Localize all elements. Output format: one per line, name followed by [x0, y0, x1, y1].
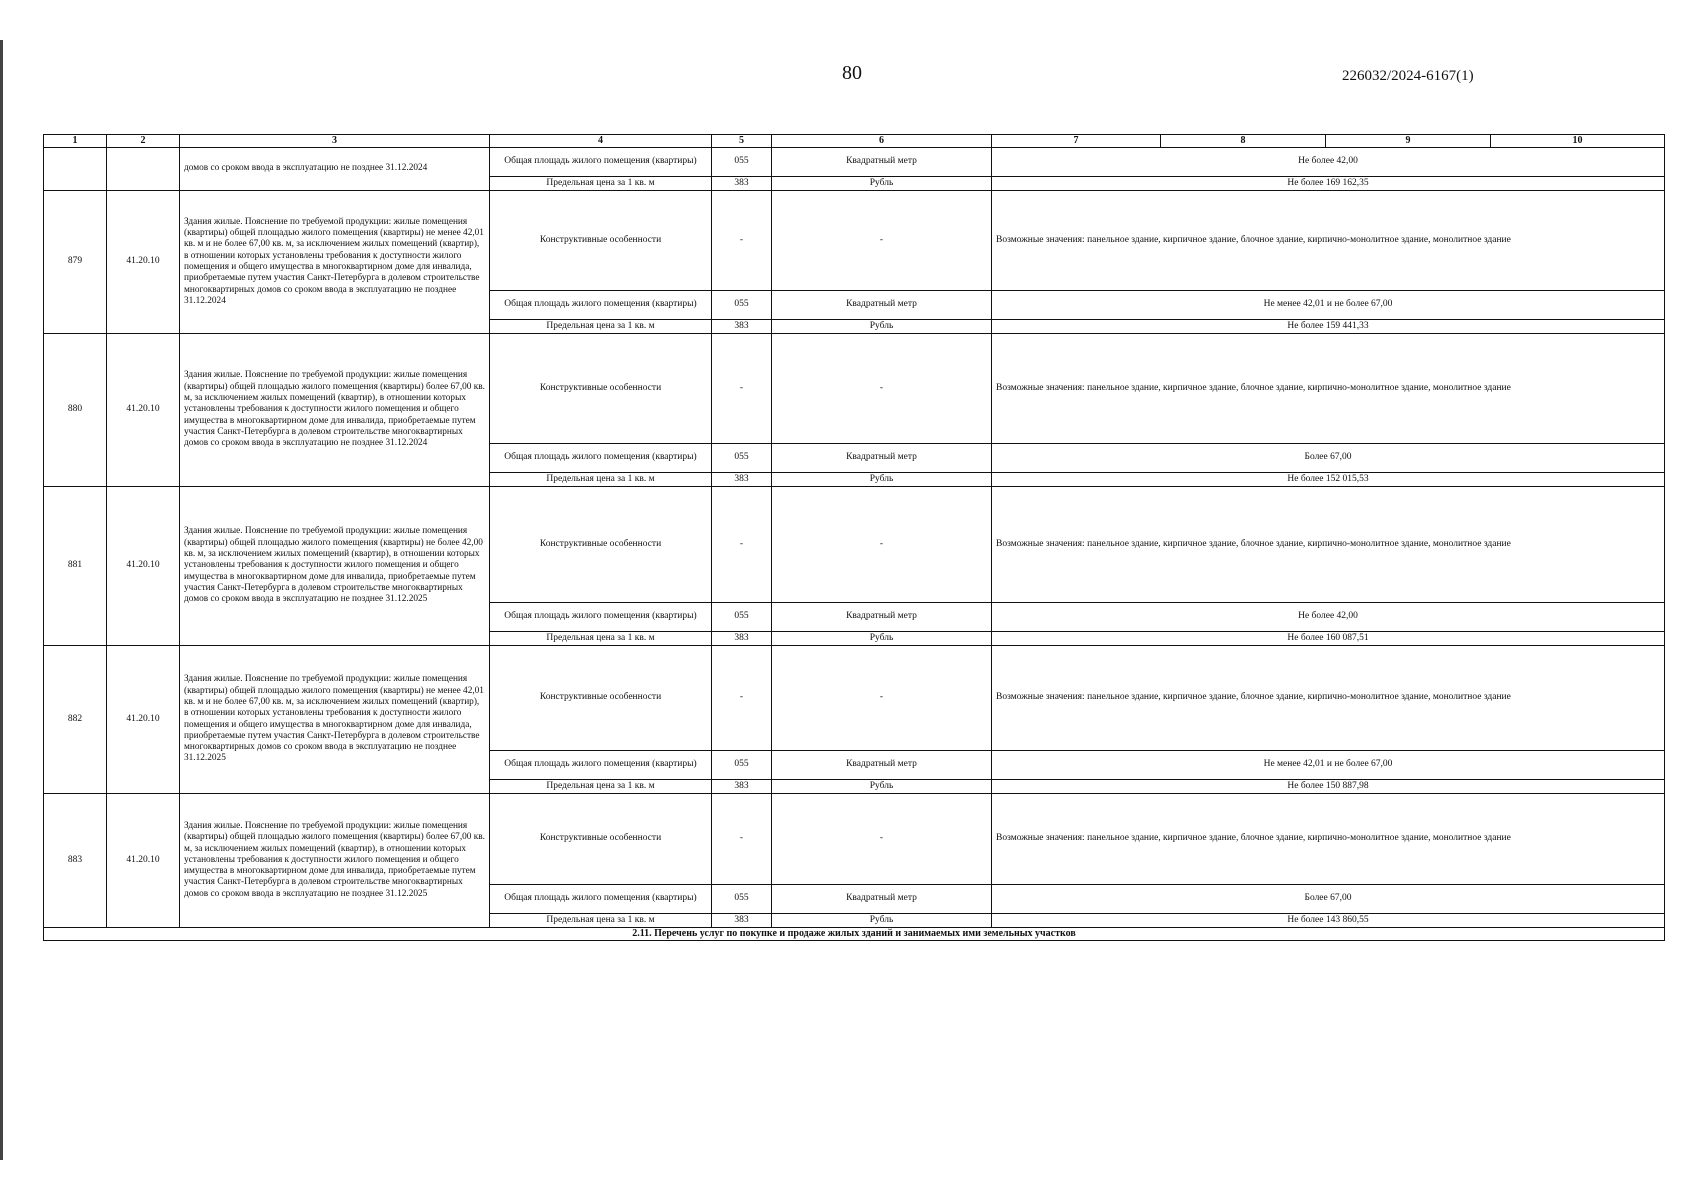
entry-row-constructive: [44, 487, 1665, 603]
entry-number: 880: [44, 334, 107, 487]
characteristic-name: Конструктивные особенности: [490, 191, 712, 291]
col-number-4: 4: [490, 135, 712, 148]
unit-code: -: [712, 334, 772, 444]
entry-row-constructive: [44, 646, 1665, 751]
characteristic-value: Не более 143 860,55: [992, 914, 1665, 928]
characteristic-value: Возможные значения: панельное здание, кирпичное здание, блочное здание, кирпично-монолитное здание, монолитное здание: [992, 334, 1665, 444]
characteristic-name: Общая площадь жилого помещения (квартиры): [490, 148, 712, 177]
characteristic-name: Конструктивные особенности: [490, 794, 712, 885]
unit-code: 055: [712, 148, 772, 177]
characteristic-value: Не более 169 162,35: [992, 177, 1665, 191]
entry-row-constructive: [44, 794, 1665, 885]
unit-code: 383: [712, 780, 772, 794]
column-number-row: [44, 135, 1665, 148]
col-number-10: 10: [1491, 135, 1665, 148]
unit-code: -: [712, 191, 772, 291]
unit-code: 383: [712, 320, 772, 334]
col-number-3: 3: [180, 135, 490, 148]
characteristic-name: Конструктивные особенности: [490, 646, 712, 751]
col-number-8: 8: [1161, 135, 1326, 148]
entry-description: Здания жилые. Пояснение по требуемой продукции: жилые помещения (квартиры) общей площадью жилого помещения (квартиры) не менее 42,01 кв. м и не более 67,00 кв. м, за исключением жилых помещений (квартир), в отношении которых установлены требования к доступности жилого помещения и общего имущества в многоквартирном доме для инвалида, приобретаемые путем участия Санкт-Петербурга в долевом строительстве многоквартирных домов со сроком ввода в эксплуатацию не позднее 31.12.2024: [180, 191, 490, 334]
unit-code: 055: [712, 291, 772, 320]
section-heading-row: [44, 928, 1665, 941]
characteristic-value: Более 67,00: [992, 885, 1665, 914]
characteristic-name: Общая площадь жилого помещения (квартиры): [490, 885, 712, 914]
characteristic-name: Конструктивные особенности: [490, 487, 712, 603]
characteristic-value: Не более 152 015,53: [992, 473, 1665, 487]
characteristic-value: Возможные значения: панельное здание, кирпичное здание, блочное здание, кирпично-монолитное здание, монолитное здание: [992, 191, 1665, 291]
unit-code: 055: [712, 444, 772, 473]
entry-row-constructive: [44, 334, 1665, 444]
characteristic-name: Предельная цена за 1 кв. м: [490, 473, 712, 487]
unit-name: Рубль: [772, 177, 992, 191]
characteristic-name: Конструктивные особенности: [490, 334, 712, 444]
characteristic-name: Общая площадь жилого помещения (квартиры): [490, 291, 712, 320]
unit-name: Квадратный метр: [772, 603, 992, 632]
entry-description: Здания жилые. Пояснение по требуемой продукции: жилые помещения (квартиры) общей площадью жилого помещения (квартиры) не более 42,00 кв. м, за исключением жилых помещений (квартир), в отношении которых установлены требования к доступности жилого помещения и общего имущества в многоквартирном доме для инвалида, приобретаемые путем участия Санкт-Петербурга в долевом строительстве многоквартирных домов со сроком ввода в эксплуатацию не позднее 31.12.2025: [180, 487, 490, 646]
characteristic-value: Не менее 42,01 и не более 67,00: [992, 751, 1665, 780]
continuation-description: домов со сроком ввода в эксплуатацию не позднее 31.12.2024: [180, 148, 490, 191]
unit-code: -: [712, 646, 772, 751]
characteristic-name: Предельная цена за 1 кв. м: [490, 320, 712, 334]
unit-name: Квадратный метр: [772, 148, 992, 177]
characteristic-value: Возможные значения: панельное здание, кирпичное здание, блочное здание, кирпично-монолитное здание, монолитное здание: [992, 487, 1665, 603]
col-number-6: 6: [772, 135, 992, 148]
entry-description: Здания жилые. Пояснение по требуемой продукции: жилые помещения (квартиры) общей площадью жилого помещения (квартиры) более 67,00 кв. м, за исключением жилых помещений (квартир), в отношении которых установлены требования к доступности жилого помещения и общего имущества в многоквартирном доме для инвалида, приобретаемые путем участия Санкт-Петербурга в долевом строительстве многоквартирных домов со сроком ввода в эксплуатацию не позднее 31.12.2024: [180, 334, 490, 487]
unit-name: -: [772, 794, 992, 885]
unit-code: 055: [712, 751, 772, 780]
unit-code: 383: [712, 177, 772, 191]
requirements-table: [43, 134, 1665, 941]
unit-name: Рубль: [772, 914, 992, 928]
characteristic-value: Не менее 42,01 и не более 67,00: [992, 291, 1665, 320]
characteristic-name: Общая площадь жилого помещения (квартиры): [490, 444, 712, 473]
characteristic-value: Не более 159 441,33: [992, 320, 1665, 334]
okpd-code: 41.20.10: [107, 334, 180, 487]
okpd-code: 41.20.10: [107, 487, 180, 646]
unit-name: Рубль: [772, 473, 992, 487]
entry-row-constructive: [44, 191, 1665, 291]
unit-code: 383: [712, 632, 772, 646]
characteristic-value: Более 67,00: [992, 444, 1665, 473]
characteristic-value: Не более 150 887,98: [992, 780, 1665, 794]
entry-description: Здания жилые. Пояснение по требуемой продукции: жилые помещения (квартиры) общей площадью жилого помещения (квартиры) не менее 42,01 кв. м и не более 67,00 кв. м, за исключением жилых помещений (квартир), в отношении которых установлены требования к доступности жилого помещения и общего имущества в многоквартирном доме для инвалида, приобретаемые путем участия Санкт-Петербурга в долевом строительстве многоквартирных домов со сроком ввода в эксплуатацию не позднее 31.12.2025: [180, 646, 490, 794]
okpd-code: 41.20.10: [107, 646, 180, 794]
characteristic-name: Общая площадь жилого помещения (квартиры): [490, 603, 712, 632]
characteristic-name: Предельная цена за 1 кв. м: [490, 780, 712, 794]
entry-number: 882: [44, 646, 107, 794]
unit-name: -: [772, 646, 992, 751]
col-number-7: 7: [992, 135, 1161, 148]
characteristic-name: Предельная цена за 1 кв. м: [490, 632, 712, 646]
entry-number: 881: [44, 487, 107, 646]
unit-name: Рубль: [772, 632, 992, 646]
characteristic-name: Предельная цена за 1 кв. м: [490, 177, 712, 191]
unit-code: -: [712, 487, 772, 603]
unit-name: -: [772, 191, 992, 291]
characteristic-name: Предельная цена за 1 кв. м: [490, 914, 712, 928]
col-number-1: 1: [44, 135, 107, 148]
characteristic-value: Возможные значения: панельное здание, кирпичное здание, блочное здание, кирпично-монолитное здание, монолитное здание: [992, 794, 1665, 885]
okpd-code: 41.20.10: [107, 191, 180, 334]
unit-code: 383: [712, 473, 772, 487]
col-number-2: 2: [107, 135, 180, 148]
entry-number: 879: [44, 191, 107, 334]
entry-description: Здания жилые. Пояснение по требуемой продукции: жилые помещения (квартиры) общей площадью жилого помещения (квартиры) более 67,00 кв. м, за исключением жилых помещений (квартир), в отношении которых установлены требования к доступности жилого помещения и общего имущества в многоквартирном доме для инвалида, приобретаемые путем участия Санкт-Петербурга в долевом строительстве многоквартирных домов со сроком ввода в эксплуатацию не позднее 31.12.2025: [180, 794, 490, 928]
unit-name: Квадратный метр: [772, 291, 992, 320]
continuation-num-cell: [44, 148, 107, 191]
document-id: 226032/2024-6167(1): [1342, 68, 1474, 84]
continuation-area-row: [44, 148, 1665, 177]
characteristic-value: Не более 160 087,51: [992, 632, 1665, 646]
characteristic-name: Общая площадь жилого помещения (квартиры): [490, 751, 712, 780]
continuation-code-cell: [107, 148, 180, 191]
unit-name: Рубль: [772, 320, 992, 334]
entry-number: 883: [44, 794, 107, 928]
unit-name: -: [772, 334, 992, 444]
characteristic-value: Не более 42,00: [992, 603, 1665, 632]
characteristic-value: Возможные значения: панельное здание, кирпичное здание, блочное здание, кирпично-монолитное здание, монолитное здание: [992, 646, 1665, 751]
unit-code: 055: [712, 603, 772, 632]
section-title: 2.11. Перечень услуг по покупке и продаже жилых зданий и занимаемых ими земельных участков: [44, 928, 1665, 941]
unit-code: 055: [712, 885, 772, 914]
col-number-9: 9: [1326, 135, 1491, 148]
unit-name: Рубль: [772, 780, 992, 794]
col-number-5: 5: [712, 135, 772, 148]
unit-name: Квадратный метр: [772, 751, 992, 780]
okpd-code: 41.20.10: [107, 794, 180, 928]
unit-code: -: [712, 794, 772, 885]
scan-edge-mark: [0, 40, 3, 1160]
table-body: [44, 135, 1665, 941]
unit-name: Квадратный метр: [772, 444, 992, 473]
unit-name: -: [772, 487, 992, 603]
unit-name: Квадратный метр: [772, 885, 992, 914]
characteristic-value: Не более 42,00: [992, 148, 1665, 177]
page-number: 80: [842, 62, 862, 84]
unit-code: 383: [712, 914, 772, 928]
